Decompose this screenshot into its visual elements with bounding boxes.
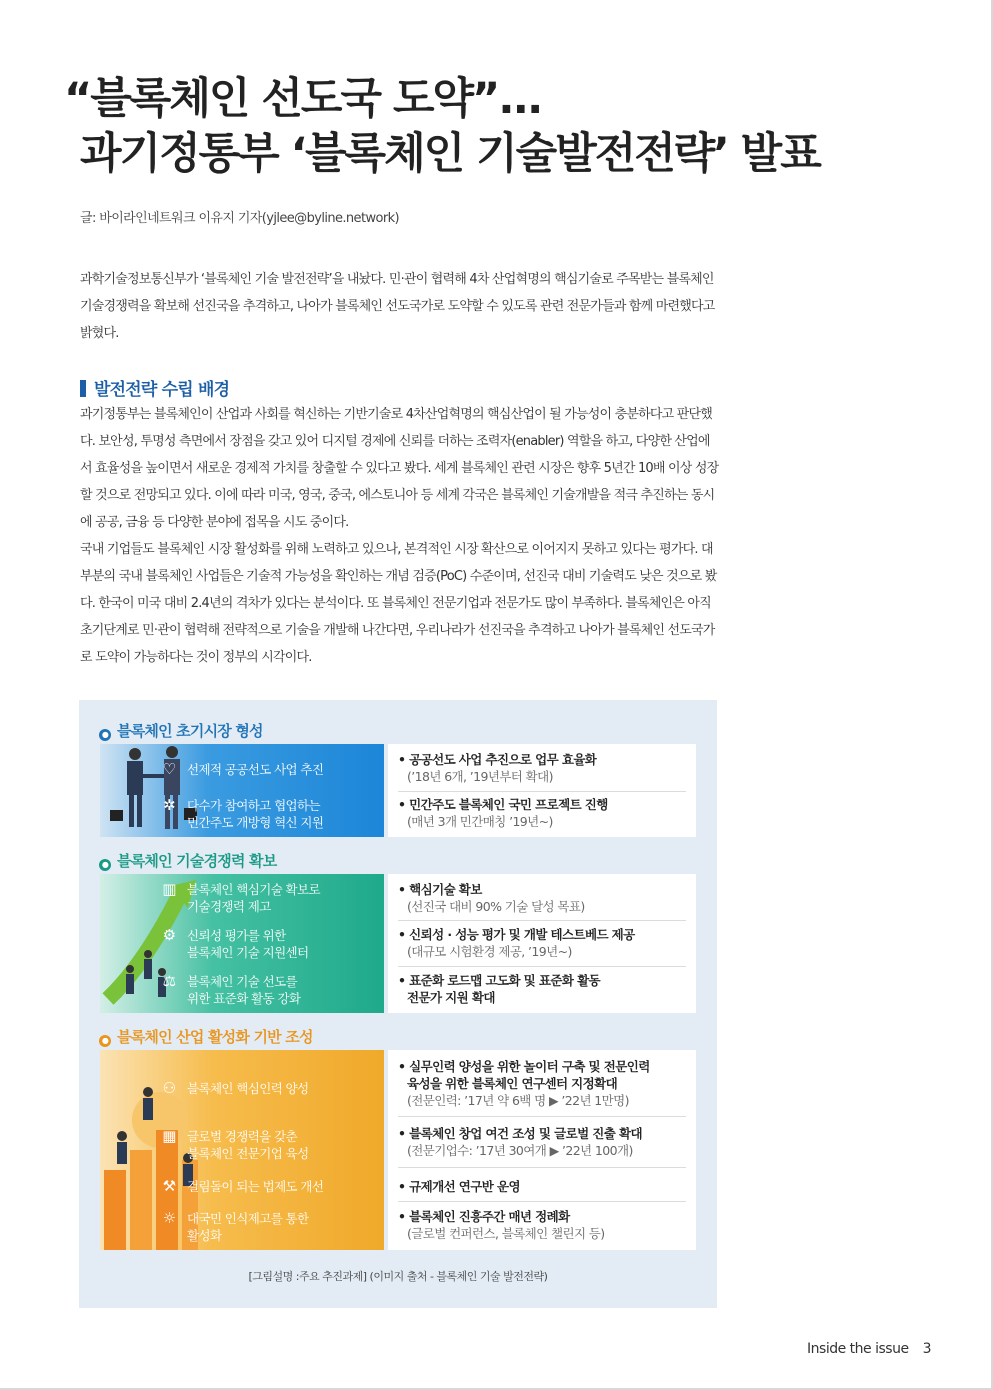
group2-details: [388, 874, 696, 1013]
group3-details: [388, 1050, 696, 1250]
title-line-1: “블록체인 선도국 도약”...: [64, 74, 542, 124]
figure-caption: [그림설명 :주요 추진과제] (이미지 출처 - 블록체인 기술 발전전략): [248, 1270, 548, 1283]
group-heading-3: ● 블록체인 산업 활성화 기반 조성: [99, 1026, 313, 1047]
body-paragraph-1: 과기정통부는 블록체인이 산업과 사회를 혁신하는 기반기술로 4차산업혁명의 핵심산업이 될 가능성이 충분하다고 판단했다. 보안성, 투명성 측면에서 장점을 갖고 있어 디지털 경제에 신뢰를 더하는 조력자(enabler) 역할을 하고, 다양한 산업에서 효율성을 높이면서 새로운 경제적 가치를 창출할 수 있다고 봤다. 세계 블록체인 관련 시장은 향후 5년간 10배 이상 성장할 것으로 전망되고 있다. 이에 따라 미국, 영국, 중국, 에스토니아 등 세계 각국은 블록체인 기술개발을 적극 추진하는 동시에 공공, 금융 등 다양한 분야에 접목을 시도 중이다.: [80, 407, 719, 530]
businessmen-handshake-illustration: [100, 744, 200, 837]
scale-icon: ⚖: [162, 972, 176, 990]
group-heading-1: ● 블록체인 초기시장 형성: [99, 720, 263, 741]
gear-icon: ⚙: [162, 926, 176, 944]
group3-detail-4: • 블록체인 진흥주간 매년 정례화 (글로벌 컨퍼런스, 블록체인 챌린지 등): [398, 1209, 605, 1241]
title-line-2: 과기정통부 ‘블록체인 기술발전전략’ 발표: [80, 129, 820, 179]
section-heading: [80, 375, 229, 400]
group1-detail-1: • 공공선도 사업 추진으로 업무 효율화 (’18년 6개, ’19년부터 확대): [398, 752, 597, 784]
bullet-icon: ●: [99, 859, 111, 871]
people-icon: ⚇: [162, 1079, 176, 1097]
intro-paragraph: 과학기술정보통신부가 ‘블록체인 기술 발전전략’을 내놨다. 민·관이 협력해 4차 산업혁명의 핵심기술로 주목받는 블록체인 기술경쟁력을 확보해 선진국을 추격하고, 나아가 블록체인 선도국가로 도약할 수 있도록 관련 전문가들과 함께 마련했다고 밝혔다.: [80, 272, 715, 341]
group1-left-item-2: ✲ 다수가 참여하고 협업하는 민간주도 개방형 혁신 지원: [187, 797, 323, 831]
group1-detail-2: • 민간주도 블록체인 국민 프로젝트 진행 (매년 3개 민간매칭 ’19년~): [398, 797, 608, 829]
growth-arrow-illustration: [100, 874, 200, 1013]
section-title: 발전전략 수립 배경: [94, 380, 230, 400]
group2-left-item-1: ▥ 블록체인 핵심기술 확보로 기술경쟁력 제고: [187, 881, 320, 915]
group1-left-item-1: ♡ 선제적 공공선도 사업 추진: [187, 761, 323, 778]
page-number: 3: [922, 1341, 931, 1357]
bullet-icon: ●: [99, 729, 111, 741]
divider: [398, 1167, 686, 1168]
building-icon: ▦: [162, 1127, 176, 1145]
strategy-figure: [79, 700, 717, 1308]
group3-detail-1: • 실무인력 양성을 위한 놀이터 구축 및 전문인력 육성을 위한 블록체인 연구센터 지정확대 (전문인력: ’17년 약 6백 명 ▶ ’22년 1만명): [398, 1059, 650, 1108]
divider: [398, 791, 686, 792]
chart-icon: ▥: [162, 880, 176, 898]
network-icon: ✲: [163, 796, 175, 814]
group-heading-2: ● 블록체인 기술경쟁력 확보: [99, 850, 276, 871]
divider: [398, 1201, 686, 1202]
gavel-icon: ⚒: [162, 1177, 176, 1195]
article-title: [64, 72, 944, 182]
group3-left-item-4: ☼ 대국민 인식제고를 통한 활성화: [187, 1210, 309, 1244]
group3-left-item-1: ⚇ 블록체인 핵심인력 양성: [187, 1080, 309, 1097]
bullet-icon: ●: [99, 1035, 111, 1047]
group3-detail-2: • 블록체인 창업 여건 조성 및 글로벌 진출 확대 (전문기업수: ’17년 30여개 ▶ ’22년 100개): [398, 1126, 642, 1158]
group3-detail-3: • 규제개선 연구반 운영: [398, 1179, 520, 1194]
group3-left-item-3: ⚒ 걸림돌이 되는 법제도 개선: [187, 1178, 323, 1195]
group3-left-item-2: ▦ 글로벌 경쟁력을 갖춘 블록체인 전문기업 육성: [187, 1128, 309, 1162]
divider: [398, 966, 686, 967]
group2-detail-2: • 신뢰성 · 성능 평가 및 개발 테스트베드 제공 (대규모 시험환경 제공, ’19년~): [398, 927, 635, 959]
group2-left-item-3: ⚖ 블록체인 기술 선도를 위한 표준화 활동 강화: [187, 973, 300, 1007]
group2-detail-1: • 핵심기술 확보 (선진국 대비 90% 기술 달성 목표): [398, 882, 585, 914]
divider: [398, 1116, 686, 1117]
body-paragraph-2: 국내 기업들도 블록체인 시장 활성화를 위해 노력하고 있으나, 본격적인 시장 확산으로 이어지지 못하고 있다는 평가다. 대부분의 국내 블록체인 사업들은 기술적 가능성을 확인하는 개념 검증(PoC) 수준이며, 선진국 대비 기술력도 낮은 것으로 봤다. 한국이 미국 대비 2.4년의 격차가 있다는 분석이다. 또 블록체인 전문기업과 전문가도 많이 부족하다. 블록체인은 아직 초기단계로 민·관이 협력해 전략적으로 기술을 개발해 나간다면, 우리나라가 선진국을 추격하고 나아가 블록체인 선도국가로 도약이 가능하다는 것이 정부의 시각이다.: [80, 542, 717, 665]
group1-details: [388, 744, 696, 837]
handshake-icon: ♡: [162, 760, 176, 778]
group2-left-item-2: ⚙ 신뢰성 평가를 위한 블록체인 기술 지원센터: [187, 927, 309, 961]
byline: 글: 바이라인네트워크 이유지 기자(yjlee@byline.network): [80, 211, 399, 226]
divider: [398, 920, 686, 921]
lightbulb-icon: ☼: [162, 1209, 176, 1227]
footer-section-label: Inside the issue: [807, 1341, 909, 1357]
team-building-illustration: [100, 1050, 200, 1250]
page-footer: [807, 1341, 931, 1357]
group2-detail-3: • 표준화 로드맵 고도화 및 표준화 활동 전문가 지원 확대: [398, 973, 601, 1005]
section-bar-icon: [80, 380, 86, 397]
